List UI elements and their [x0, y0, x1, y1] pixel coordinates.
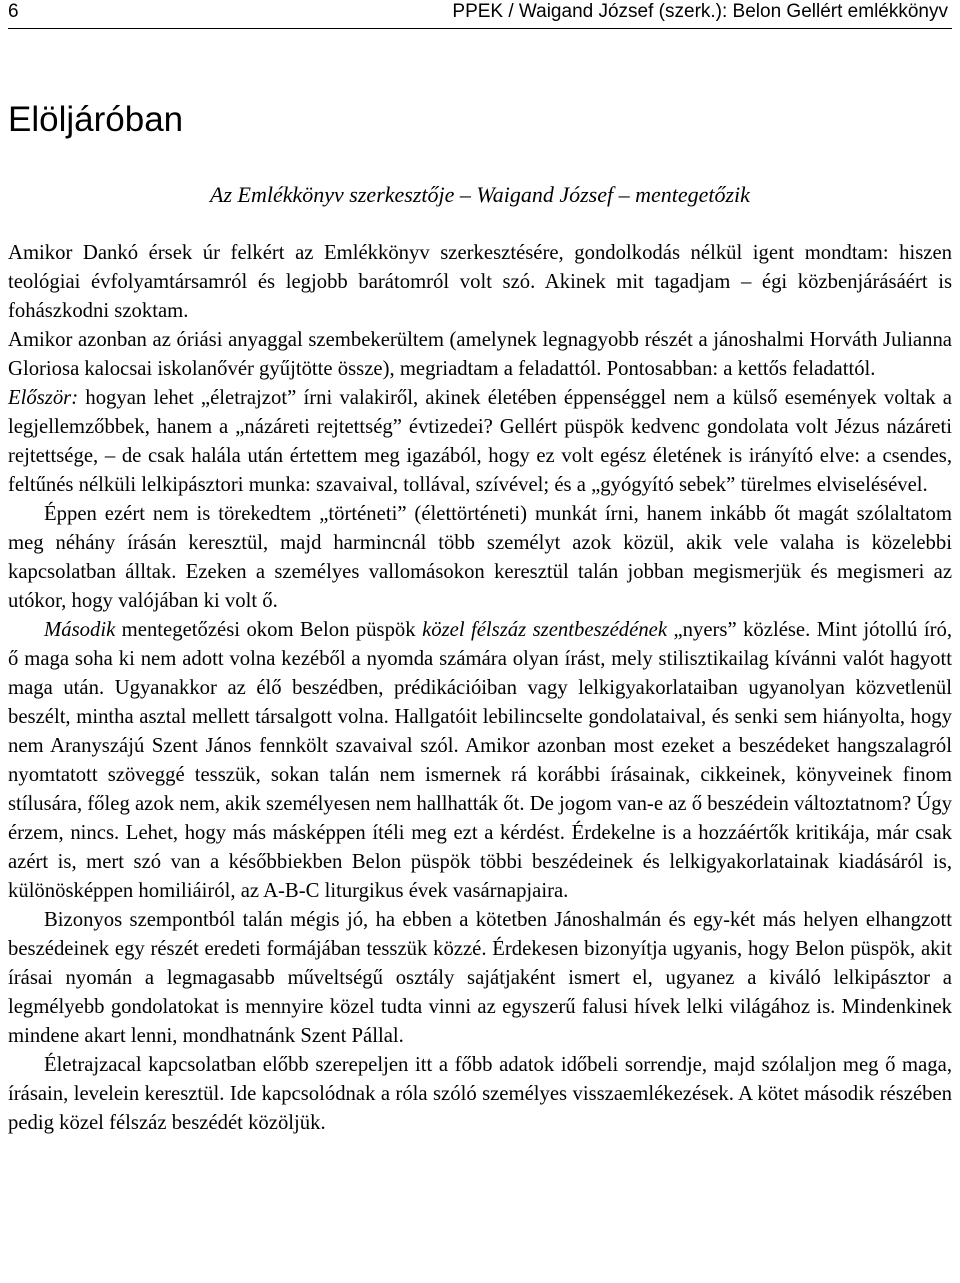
- emphasis-second: Második: [44, 619, 116, 641]
- page-number: 6: [8, 1, 19, 22]
- paragraph-5-text-b: „nyers” közlése. Mint jótollú író, ő maga soha ki nem adott volna kezéből a nyomda számára olyan írást, mely stilisztikailag kívánni valót hagyott maga után. Ugyanakkor az élő beszédben, prédikációiban vagy lelkigyakorlataiban ugyanolyan közvetlenül beszélt, mintha asztal mellett társalgott volna. Hallgatóit lebilincselte gondolataival, és senki sem hiányolta, hogy nem Aranyszájú Szent János fennkölt szavaival szól. Amikor azonban most ezeket a beszédeket hangszalagról nyomtatott szöveggé tesszük, sokan talán nem ismernek rá korábbi írásainak, cikkeinek, könyveinek finom stílusára, főleg azok nem, akik személyesen nem hallhatták őt. De jogom van-e az ő beszédein változtatnom? Úgy érzem, nincs. Lehet, hogy más másképpen ítéli meg ezt a kérdést. Érdekelne is a hozzáértők kritikája, már csak azért is, mert szó van a későbbiekben Belon püspök többi beszédeinek és lelkigyakorlatainak kiadásáról is, különösképpen homiliáiról, az A-B-C liturgikus évek vasárnapjaira.: [8, 619, 952, 902]
- paragraph-5-text-a: mentegetőzési okom Belon püspök: [115, 619, 423, 641]
- emphasis-first: Először:: [8, 387, 79, 409]
- paragraph-2: Amikor azonban az óriási anyaggal szembekerültem (amelynek legnagyobb részét a jánoshalmi Horváth Julianna Gloriosa kalocsai iskolanővér gyűjtötte össze), megriadtam a feladattól. Pontosabban: a kettős feladattól.: [8, 329, 952, 380]
- paragraph-7: Életrajzacal kapcsolatban előbb szerepeljen itt a főbb adatok időbeli sorrendje, majd szólaljon meg ő maga, írásain, levelein keresztül. Ide kapcsolódnak a róla szóló személyes visszaemlékezések. A kötet második részében pedig közel félszáz beszédét közöljük.: [8, 1054, 952, 1134]
- section-title: Elöljáróban: [8, 100, 184, 139]
- paragraph-3: [8, 384, 952, 500]
- paragraph-4: Éppen ezért nem is törekedtem „történeti” (élettörténeti) munkát írni, hanem inkább őt magát szólaltatom meg néhány írásán keresztül, majd harmincnál több személyt azok közül, akik vele valaha is közelebbi kapcsolatban álltak. Ezeken a személyes vallomásokon keresztül talán jobban megismerjük és megismeri az utókor, hogy valójában ki volt ő.: [8, 503, 952, 612]
- paragraph-6: Bizonyos szempontból talán mégis jó, ha ebben a kötetben Jánoshalmán és egy-két más helyen elhangzott beszédeinek egy részét eredeti formájában tesszük közzé. Érdekesen bizonyítja ugyanis, hogy Belon püspök, akit írásai nyomán a legmagasabb műveltségű osztály sajátjaként ismert el, ugyanez a kiváló lelkipásztor a legmélyebb gondolatokat is mennyire közel tudta vinni az egyszerű falusi hívek lelki világához is. Mindenkinek mindene akart lenni, mondhatnánk Szent Pállal.: [8, 909, 952, 1047]
- page-header: [8, 0, 952, 29]
- body-text: [8, 239, 952, 1138]
- running-title: PPEK / Waigand József (szerk.): Belon Gellért emlékkönyv: [452, 1, 948, 22]
- emphasis-sermons: közel félszáz szentbeszédének: [422, 619, 668, 641]
- paragraph-3-text: hogyan lehet „életrajzot” írni valakiről, akinek életében éppenséggel nem a külső események voltak a legjellemzőbbek, hanem a „názáreti rejtettség” évtizedei? Gellért püspök kedvenc gondolata volt Jézus názáreti rejtettsége, – de csak halála után értettem meg igazából, hogy ez volt egész életének is irányító elve: a csendes, feltűnés nélküli lelkipásztori munka: szavaival, tollával, szívével; és a „gyógyító sebek” türelmes elviselésével.: [8, 387, 952, 496]
- paragraph-5: [8, 616, 952, 906]
- paragraph-1: Amikor Dankó érsek úr felkért az Emlékkönyv szerkesztésére, gondolkodás nélkül igent mondtam: hiszen teológiai évfolyamtársamról és legjobb barátomról volt szó. Akinek mit tagadjam – égi közbenjárásáért is fohászkodni szoktam.: [8, 242, 952, 322]
- section-subtitle: Az Emlékkönyv szerkesztője – Waigand József – mentegetőzik: [210, 182, 750, 207]
